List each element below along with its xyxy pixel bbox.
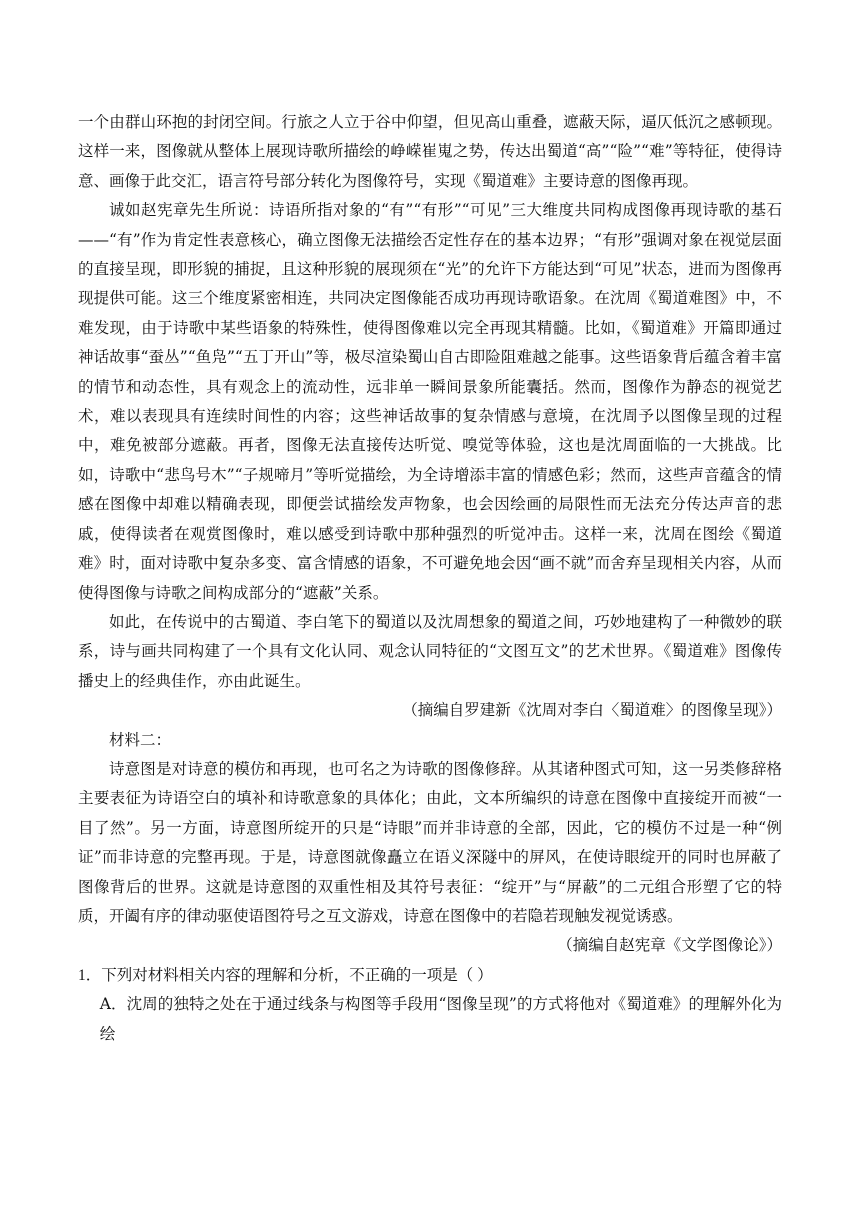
material2-source: （摘编自赵宪章《文学图像论》） — [557, 936, 782, 955]
material1-source: （摘编自罗建新《沈周对李白〈蜀道难〉的图像呈现》） — [402, 701, 782, 720]
material2-paragraph-1: 诗意图是对诗意的模仿和再现，也可名之为诗歌的图像修辞。从其诸种图式可知，这一另类修辞格主要表征为诗语空白的填补和诗歌意象的具体化；由此，文本所编织的诗意在图像中直接绽开而被“一目了然”。另一方面，诗意图所绽开的只是“诗眼”而并非诗意的全部，因此，它的模仿不过是一种“例证”而非诗意的完整再现。于是，诗意图就像矗立在语义深隧中的屏风，在使诗眼绽开的同时也屏蔽了图像背后的世界。这就是诗意图的双重性相及其符号表征：“绽开”与“屏蔽”的二元组合形塑了它的特质，开阖有序的律动驱使语图符号之互文游戏，诗意在图像中的若隐若现触发视觉诱惑。 — [78, 759, 782, 925]
document-page — [78, 108, 782, 1049]
material1-paragraph-3: 如此，在传说中的古蜀道、李白笔下的蜀道以及沈周想象的蜀道之间，巧妙地建构了一种微妙的联系，诗与画共同构建了一个具有文化认同、观念认同特征的“文图互文”的艺术世界。《蜀道难》图像传播史上的经典佳作，亦由此诞生。 — [78, 612, 782, 690]
material1-paragraph-continued: 一个由群山环抱的封闭空间。行旅之人立于谷中仰望，但见高山重叠，遮蔽天际，逼仄低沉之感顿现。这样一来，图像就从整体上展现诗歌所描绘的峥嵘崔嵬之势，传达出蜀道“高”“险”“难”等特征，使得诗意、画像于此交汇，语言符号部分转化为图像符号，实现《蜀道难》主要诗意的图像再现。 — [78, 113, 782, 190]
material2-heading: 材料二： — [109, 730, 172, 749]
material1-paragraph-2: 诚如赵宪章先生所说：诗语所指对象的“有”“有形”“可见”三大维度共同构成图像再现诗歌的基石——“有”作为肯定性表意核心，确立图像无法描绘否定性存在的基本边界；“有形”强调对象在视觉层面的直接呈现，即形貌的捕捉，且这种形貌的展现须在“光”的允许下方能达到“可见”状态，进而为图像再现提供可能。这三个维度紧密相连，共同决定图像能否成功再现诗歌语象。在沈周《蜀道难图》中，不难发现，由于诗歌中某些语象的特殊性，使得图像难以完全再现其精髓。比如，《蜀道难》开篇即通过神话故事“蚕丛”“鱼凫”“五丁开山”等，极尽渲染蜀山自古即险阻难越之能事。这些语象背后蕴含着丰富的情节和动态性，具有观念上的流动性，远非单一瞬间景象所能囊括。然而，图像作为静态的视觉艺术，难以表现具有连续时间性的内容；这些神话故事的复杂情感与意境，在沈周予以图像呈现的过程中，难免被部分遮蔽。再者，图像无法直接传达听觉、嗅觉等体验，这也是沈周面临的一大挑战。比如，诗歌中“悲鸟号木”“子规啼月”等听觉描绘，为全诗增添丰富的情感色彩；然而，这些声音蕴含的情感在图像中却难以精确表现，即便尝试描绘发声物象，也会因绘画的局限性而无法充分传达声音的悲戚，使得读者在观赏图像时，难以感受到诗歌中那种强烈的听觉冲击。这样一来，沈周在图绘《蜀道难》时，面对诗歌中复杂多变、富含情感的语象，不可避免地会因“画不就”而舍弃呈现相关内容，从而使得图像与诗歌之间构成部分的“遮蔽”关系。 — [78, 201, 782, 602]
question-1-stem: 1．下列对材料相关内容的理解和分析，不正确的一项是（ ） — [78, 966, 493, 984]
question-1-option-a: A．沈周的独特之处在于通过线条与构图等手段用“图像呈现”的方式将他对《蜀道难》的理解外化为绘 — [99, 995, 782, 1043]
